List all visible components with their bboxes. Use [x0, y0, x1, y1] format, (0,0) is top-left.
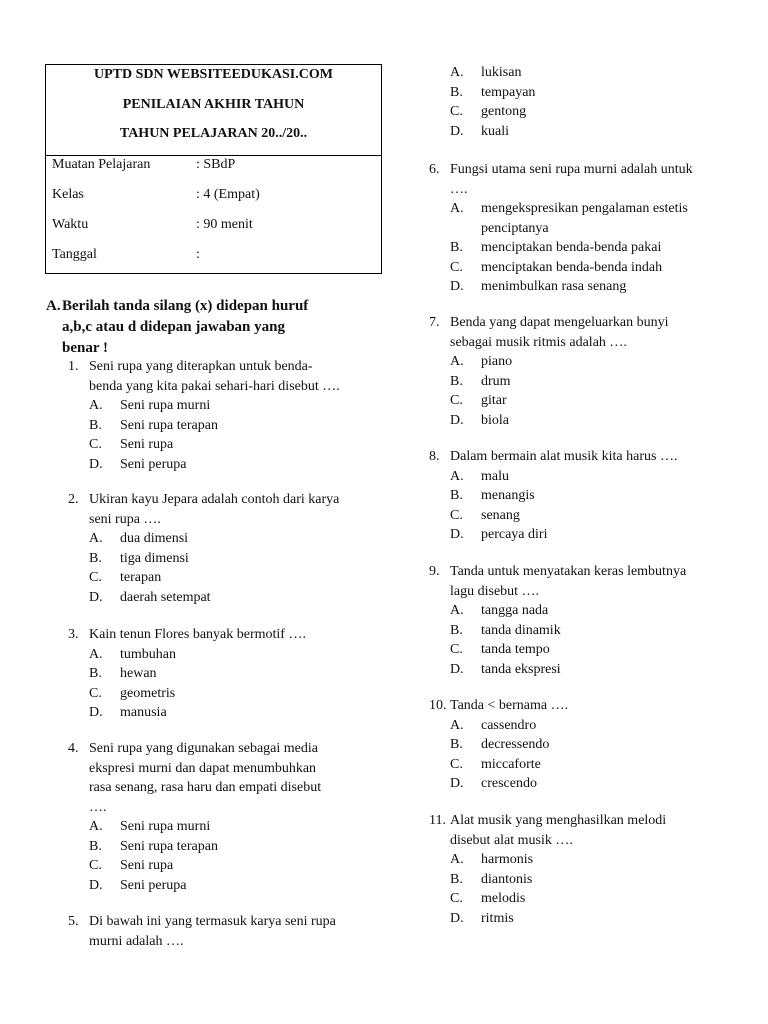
option-text: geometris	[120, 685, 176, 701]
option-letter: C.	[450, 104, 463, 119]
question-text-line: Tanda < bernama ….	[450, 698, 569, 713]
question-text-line: Fungsi utama seni rupa murni adalah untuk	[450, 162, 693, 177]
option-text: tempayan	[481, 84, 536, 100]
option-text: miccaforte	[481, 756, 541, 772]
option-text: harmonis	[481, 852, 534, 867]
option-letter: B.	[450, 240, 463, 255]
option-text: piano	[481, 354, 513, 369]
option-text: terapan	[120, 570, 162, 585]
option-letter: A.	[450, 354, 464, 369]
question-text-line: ….	[450, 181, 468, 197]
option-letter: C.	[89, 437, 102, 452]
question-number: 11.	[429, 813, 446, 828]
question-number: 5.	[68, 914, 79, 929]
info-label: Waktu	[52, 217, 89, 232]
option-text: Seni rupa terapan	[120, 417, 218, 433]
option-letter: A.	[450, 201, 464, 216]
header-box	[45, 64, 382, 274]
option-letter: B.	[89, 417, 102, 433]
instruction-line: a,b,c atau d didepan jawaban yang	[62, 319, 285, 335]
question-text-line: disebut alat musik ….	[450, 832, 573, 848]
question-text-line: murni adalah ….	[89, 933, 184, 949]
option-text: senang	[481, 507, 520, 523]
question-number: 2.	[68, 492, 79, 507]
option-letter: B.	[89, 666, 102, 681]
option-letter: D.	[89, 589, 103, 605]
option-text: crescendo	[481, 776, 537, 791]
option-letter: C.	[89, 685, 102, 701]
option-letter: C.	[450, 507, 463, 523]
option-text: malu	[481, 468, 509, 484]
option-text: kuali	[481, 123, 509, 139]
option-letter: B.	[89, 550, 102, 566]
option-text: Seni rupa	[120, 858, 174, 873]
question-text-line: Di bawah ini yang termasuk karya seni rupa	[89, 914, 336, 929]
question-number: 4.	[68, 741, 79, 756]
option-letter: C.	[89, 858, 102, 873]
question-text-line: Kain tenun Flores banyak bermotif ….	[89, 627, 306, 642]
question-number: 7.	[429, 315, 440, 330]
question-text-line: Ukiran kayu Jepara adalah contoh dari karya	[89, 492, 340, 507]
option-text: penciptanya	[481, 220, 549, 236]
question-text-line: Seni rupa yang digunakan sebagai media	[89, 741, 318, 756]
option-letter: B.	[450, 871, 463, 887]
option-letter: B.	[450, 737, 463, 752]
info-label: Tanggal	[52, 247, 97, 262]
option-letter: A.	[450, 65, 464, 80]
option-letter: A.	[89, 398, 103, 413]
option-letter: B.	[89, 838, 102, 854]
option-letter: C.	[450, 891, 463, 906]
option-letter: A.	[89, 531, 103, 546]
option-text: menciptakan benda-benda pakai	[481, 240, 662, 255]
option-text: decressendo	[481, 737, 550, 752]
option-text: hewan	[120, 666, 157, 681]
option-letter: B.	[450, 84, 463, 100]
option-text: mengekspresikan pengalaman estetis	[481, 201, 688, 216]
question-text-line: Benda yang dapat mengeluarkan bunyi	[450, 315, 669, 330]
option-text: tangga nada	[481, 603, 549, 618]
instruction-line: benar !	[62, 340, 108, 356]
option-letter: D.	[450, 123, 464, 139]
question-text-line: Seni rupa yang diterapkan untuk benda-	[89, 359, 313, 374]
question-text-line: ….	[89, 799, 107, 815]
option-text: cassendro	[481, 717, 537, 733]
header-divider	[46, 155, 381, 156]
question-number: 6.	[429, 162, 440, 177]
question-number: 3.	[68, 627, 79, 642]
question-text-line: lagu disebut ….	[450, 583, 540, 599]
option-text: Seni rupa murni	[120, 398, 211, 413]
option-letter: A.	[450, 717, 464, 733]
question-number: 1.	[68, 359, 79, 374]
exam-title: PENILAIAN AKHIR TAHUN	[122, 97, 305, 112]
option-text: Seni perupa	[120, 456, 187, 472]
question-number: 10.	[429, 698, 447, 713]
option-letter: C.	[450, 259, 463, 275]
question-text-line: sebagai musik ritmis adalah ….	[450, 334, 627, 350]
option-letter: C.	[89, 570, 102, 585]
option-letter: D.	[450, 910, 464, 926]
option-letter: C.	[450, 393, 463, 408]
option-letter: D.	[89, 456, 103, 472]
option-letter: B.	[450, 622, 463, 638]
option-text: tanda ekspresi	[481, 661, 561, 677]
option-text: menimbulkan rasa senang	[481, 279, 627, 294]
option-text: drum	[481, 373, 511, 389]
option-text: tiga dimensi	[120, 550, 189, 566]
option-text: ritmis	[481, 910, 514, 926]
option-text: lukisan	[481, 65, 522, 80]
option-letter: D.	[89, 877, 103, 893]
question-text-line: Dalam bermain alat musik kita harus ….	[450, 449, 678, 464]
option-letter: B.	[450, 488, 463, 503]
option-letter: D.	[450, 279, 464, 294]
option-letter: A.	[89, 819, 103, 834]
option-text: percaya diri	[481, 527, 548, 542]
option-text: biola	[481, 412, 509, 428]
question-text-line: Alat musik yang menghasilkan melodi	[450, 813, 667, 828]
option-text: daerah setempat	[120, 589, 211, 605]
option-letter: D.	[450, 776, 464, 791]
option-text: Seni rupa	[120, 437, 174, 452]
option-text: tanda tempo	[481, 642, 550, 657]
option-text: menangis	[481, 488, 535, 503]
school-year: TAHUN PELAJARAN 20../20..	[119, 126, 308, 141]
school-name: UPTD SDN WEBSITEEDUKASI.COM	[94, 67, 333, 82]
option-text: diantonis	[481, 871, 533, 887]
question-number: 8.	[429, 449, 440, 464]
question-text-line: benda yang kita pakai sehari-hari disebut ….	[89, 378, 340, 394]
option-text: gitar	[481, 393, 507, 408]
question-text-line: Tanda untuk menyatakan keras lembutnya	[450, 564, 687, 579]
option-letter: A.	[89, 646, 103, 662]
option-text: dua dimensi	[120, 531, 189, 546]
option-text: Seni perupa	[120, 877, 187, 893]
option-letter: B.	[450, 373, 463, 389]
info-value: : 4 (Empat)	[196, 187, 260, 202]
info-value: : 90 menit	[196, 217, 253, 232]
option-text: Seni rupa murni	[120, 819, 211, 834]
option-text: tanda dinamik	[481, 622, 561, 638]
option-letter: A.	[450, 603, 464, 618]
option-letter: C.	[450, 642, 463, 657]
section-letter: A.	[46, 298, 61, 314]
info-value: :	[196, 247, 200, 262]
option-letter: A.	[450, 468, 464, 484]
option-letter: A.	[450, 852, 464, 867]
option-text: tumbuhan	[120, 646, 176, 662]
question-text-line: ekspresi murni dan dapat menumbuhkan	[89, 760, 317, 776]
question-text-line: seni rupa ….	[89, 511, 161, 527]
option-letter: D.	[89, 705, 103, 720]
option-text: manusia	[120, 705, 167, 720]
instruction-line: Berilah tanda silang (x) didepan huruf	[62, 298, 309, 314]
option-text: gentong	[481, 104, 527, 119]
question-number: 9.	[429, 564, 440, 579]
option-text: menciptakan benda-benda indah	[481, 259, 663, 275]
option-letter: C.	[450, 756, 463, 772]
option-text: melodis	[481, 891, 526, 906]
info-label: Kelas	[52, 187, 84, 202]
option-text: Seni rupa terapan	[120, 838, 218, 854]
question-text-line: rasa senang, rasa haru dan empati disebut	[89, 780, 322, 795]
info-label: Muatan Pelajaran	[52, 157, 151, 172]
option-letter: D.	[450, 661, 464, 677]
option-letter: D.	[450, 527, 464, 542]
option-letter: D.	[450, 412, 464, 428]
info-value: : SBdP	[196, 157, 236, 172]
